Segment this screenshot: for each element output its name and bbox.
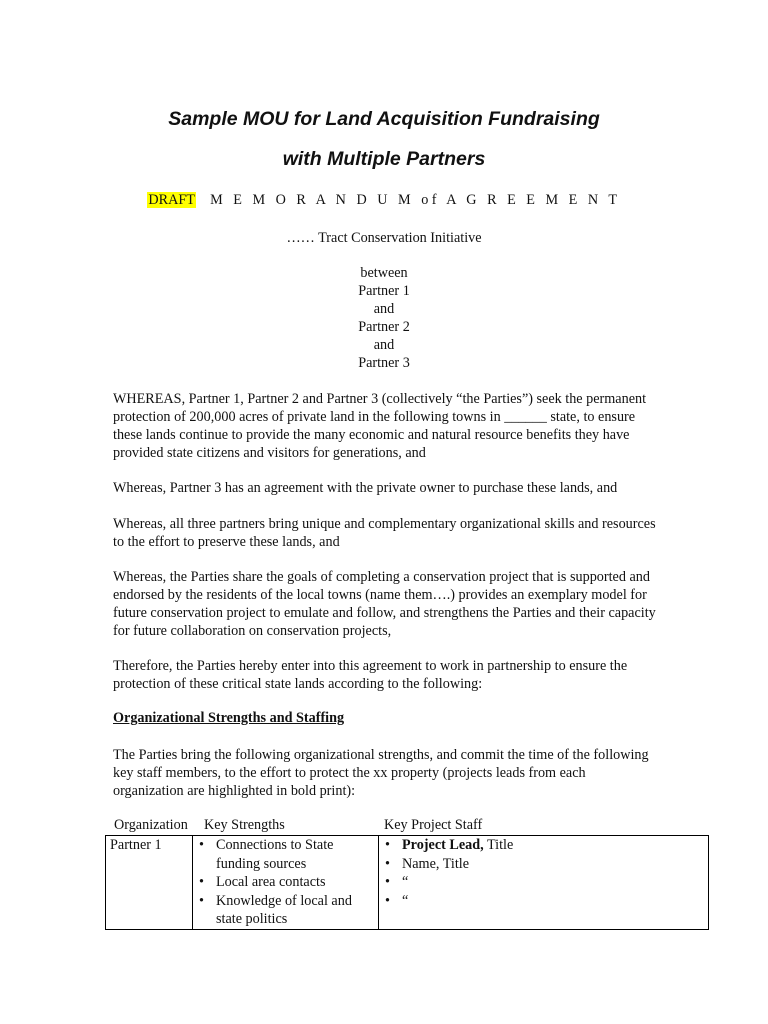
- parties-line: Partner 2: [358, 319, 410, 335]
- parties-line: between: [360, 265, 408, 281]
- whereas-paragraph: WHEREAS, Partner 1, Partner 2 and Partner 3 (collectively “the Parties”) seek the permanent protection of 200,000 acres of private land in the following towns in ______ state, to ensure these lands continue to provide the many economic and natural resource benefits they have provided state citizens and visitors for generations, and: [113, 391, 647, 461]
- whereas-paragraph: Whereas, Partner 3 has an agreement with the private owner to purchase these lands, and: [113, 480, 618, 496]
- draft-line: [0, 192, 768, 209]
- whereas-paragraph: Whereas, the Parties share the goals of completing a conservation project that is supported and endorsed by the residents of the local towns (name them….) provides an exemplary model for future conservation project to emulate and follow, and strengthens the Parties and their capacity for future collaboration on conservation projects,: [113, 569, 656, 639]
- parties-line: and: [373, 301, 395, 317]
- draft-highlight: DRAFT: [148, 192, 195, 208]
- strengths-list: [197, 836, 378, 929]
- whereas-paragraph: Whereas, all three partners bring unique and complementary organizational skills and resources to the effort to preserve these lands, and: [113, 516, 656, 550]
- column-header-organization: Organization: [114, 817, 188, 833]
- document-title-line-1: Sample MOU for Land Acquisition Fundraising: [168, 108, 600, 130]
- list-item: • Knowledge of local and state politics: [197, 892, 378, 929]
- parties-line: and: [373, 337, 395, 353]
- document-title-line-2: with Multiple Partners: [282, 148, 486, 170]
- column-header-key-strengths: Key Strengths: [204, 817, 285, 833]
- agreement-label: M E M O R A N D U M of A G R E E M E N T: [210, 192, 621, 208]
- organization-cell: Partner 1: [106, 836, 193, 930]
- therefore-paragraph: Therefore, the Parties hereby enter into this agreement to work in partnership to ensure the protection of these critical state lands according to the following:: [113, 658, 628, 692]
- project-lead-label: Project Lead,: [402, 837, 484, 853]
- section-heading: Organizational Strengths and Staffing: [113, 710, 345, 726]
- list-item: • “: [383, 892, 708, 911]
- list-item: • Name, Title: [383, 855, 708, 874]
- table-row: [106, 836, 709, 930]
- section-intro-paragraph: The Parties bring the following organizational strengths, and commit the time of the following key staff members, to the effort to protect the xx property (projects leads from each organization are highlighted in bold print):: [113, 747, 649, 799]
- initiative-name: …… Tract Conservation Initiative: [286, 230, 482, 246]
- list-item: • Local area contacts: [197, 873, 378, 892]
- staff-list: [383, 836, 708, 910]
- column-header-key-project-staff: Key Project Staff: [384, 817, 483, 833]
- list-item: • Connections to State funding sources: [197, 836, 378, 873]
- list-item: • “: [383, 873, 708, 892]
- key-strengths-cell: [193, 836, 379, 930]
- staffing-table: [105, 835, 709, 930]
- list-item: [383, 836, 708, 855]
- staff-title: Title: [483, 837, 514, 853]
- parties-line: Partner 3: [358, 355, 410, 371]
- key-staff-cell: [379, 836, 709, 930]
- parties-line: Partner 1: [358, 283, 410, 299]
